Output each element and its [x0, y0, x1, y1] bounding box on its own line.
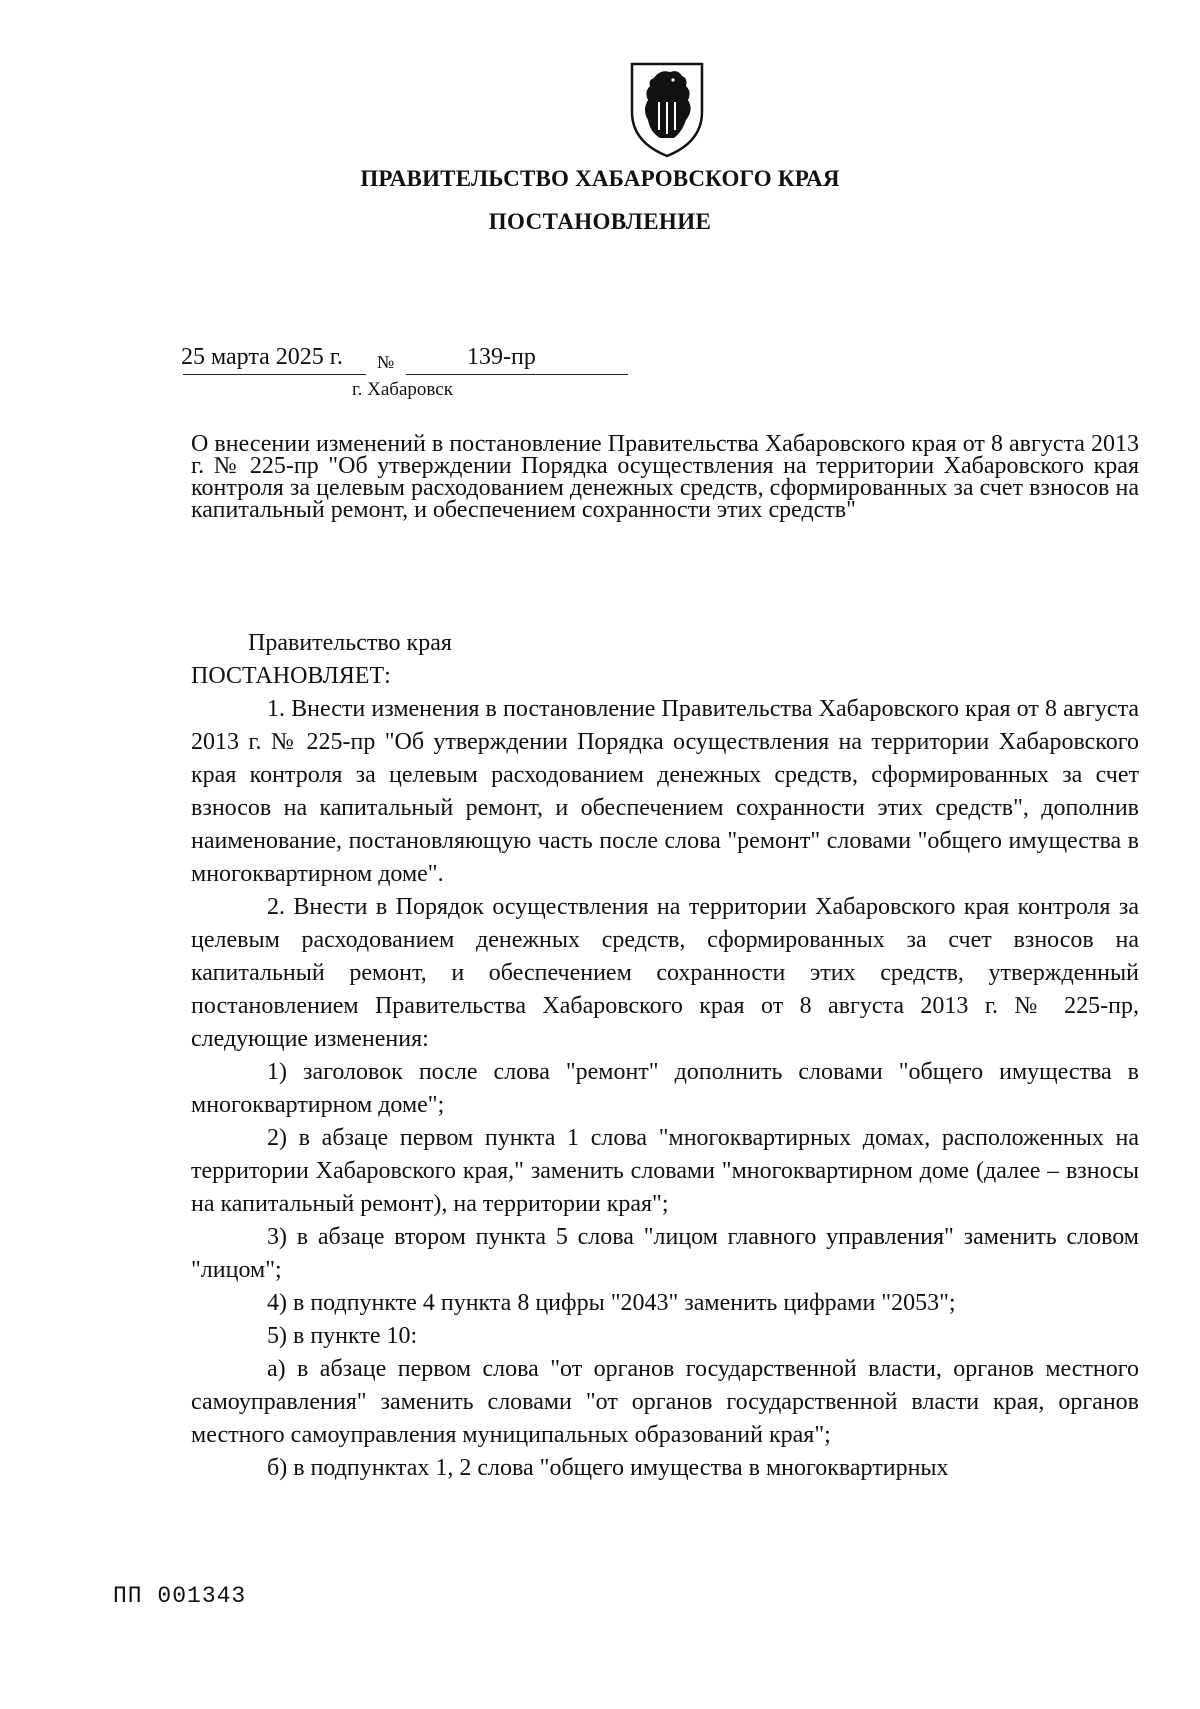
government-title: ПРАВИТЕЛЬСТВО ХАБАРОВСКОГО КРАЯ: [360, 166, 840, 191]
body-paragraph: 3) в абзаце втором пункта 5 слова "лицом главного управления" заменить словом "лицом";: [191, 1224, 1139, 1283]
body-paragraph: 1. Внести изменения в постановление Правительства Хабаровского края от 8 августа 2013 г. № 225-пр "Об утверждении Порядка осуществления на территории Хабаровского края контроля за целевым расходованием денежных средств, сформированных за счет взносов на капитальный ремонт, и обеспечением сохранности этих средств", дополнив наименование, постановляющую часть после слова "ремонт" словами "общего имущества в многоквартирном доме".: [191, 696, 1139, 887]
number-sign: №: [377, 352, 395, 372]
preamble-authority: Правительство края: [248, 630, 452, 656]
document-city: г. Хабаровск: [352, 379, 453, 400]
body-paragraph: 2) в абзаце первом пункта 1 слова "многоквартирных домах, расположенных на территории Хабаровского края," заменить словами "многоквартирном доме (далее – взносы на капитальный ремонт), на территории края";: [191, 1125, 1139, 1217]
number-underline: [406, 374, 628, 375]
body-paragraph: б) в подпунктах 1, 2 слова "общего имущества в многоквартирных: [267, 1455, 949, 1481]
coat-of-arms-icon: [626, 60, 708, 160]
preamble: [191, 627, 452, 693]
document-number: 139-пр: [467, 344, 536, 370]
form-serial-code: ПП 001343: [113, 1583, 247, 1609]
body-paragraph: 1) заголовок после слова "ремонт" дополнить словами "общего имущества в многоквартирном доме";: [191, 1059, 1139, 1118]
document-date: 25 марта 2025 г.: [181, 344, 343, 370]
body-paragraph: 5) в пункте 10:: [267, 1323, 418, 1349]
document-body: [191, 693, 1139, 1485]
preamble-resolves: ПОСТАНОВЛЯЕТ:: [191, 663, 391, 689]
body-paragraph: а) в абзаце первом слова "от органов государственной власти, органов местного самоуправления" заменить словами "от органов государственной власти края, органов местного самоуправления муниципальных образований края";: [191, 1356, 1139, 1448]
body-paragraph: 4) в подпункте 4 пункта 8 цифры "2043" заменить цифрами "2053";: [267, 1290, 956, 1316]
document-subject: О внесении изменений в постановление Правительства Хабаровского края от 8 августа 2013 г. № 225-пр "Об утверждении Порядка осуществления на территории Хабаровского края контроля за целевым расходованием денежных средств, сформированных за счет взносов на капитальный ремонт, и обеспечением сохранности этих средств": [191, 431, 1139, 523]
date-underline: [183, 374, 366, 375]
body-paragraph: 2. Внести в Порядок осуществления на территории Хабаровского края контроля за целевым расходованием денежных средств, сформированных за счет взносов на капитальный ремонт, и обеспечением сохранности этих средств, утвержденный постановлением Правительства Хабаровского края от 8 августа 2013 г. № 225-пр, следующие изменения:: [191, 894, 1139, 1052]
document-type-title: ПОСТАНОВЛЕНИЕ: [488, 209, 712, 234]
